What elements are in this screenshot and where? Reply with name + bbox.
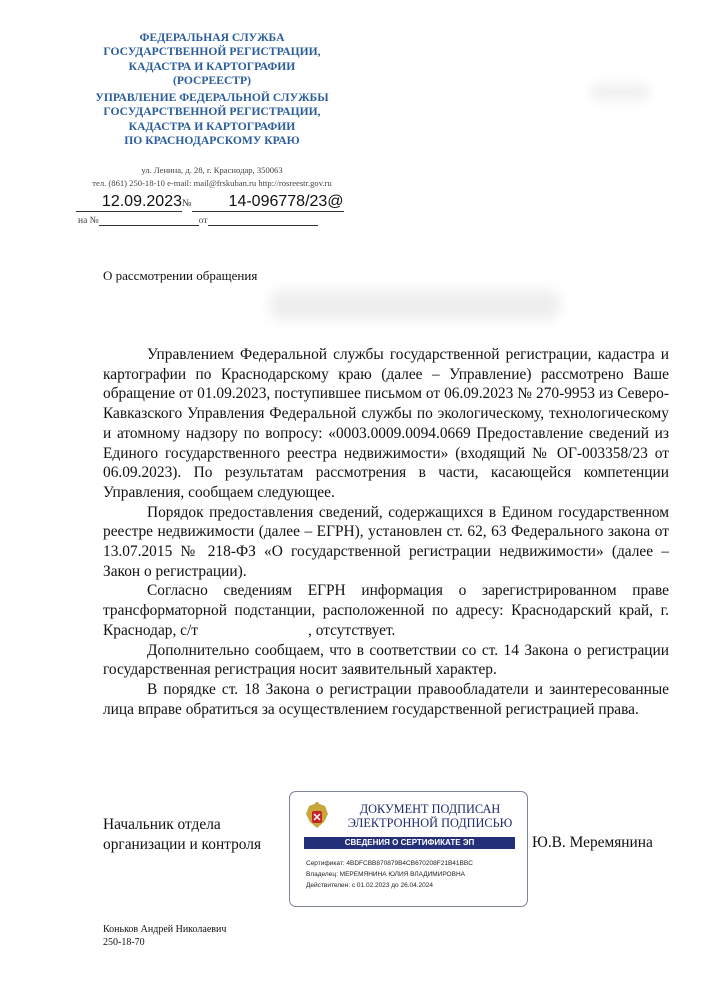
certificate-details bbox=[306, 858, 473, 891]
redaction bbox=[270, 290, 560, 320]
registration-number: 14-096778/23@ bbox=[192, 193, 344, 212]
agency-line: ГОСУДАРСТВЕННОЙ РЕГИСТРАЦИИ, bbox=[103, 45, 321, 59]
position-line: организации и контроля bbox=[103, 835, 262, 853]
agency-line: ФЕДЕРАЛЬНАЯ СЛУЖБА bbox=[139, 31, 285, 44]
executor bbox=[103, 923, 226, 949]
letter-body bbox=[103, 345, 669, 719]
paragraph-text: Согласно сведениям ЕГРН информация о зарегистрированном праве трансформаторной подстанции, расположенной по адресу: Краснодарский край, г. Краснодар, с/т bbox=[103, 582, 669, 639]
paragraph bbox=[103, 581, 669, 640]
letter-subject: О рассмотрении обращения bbox=[103, 268, 258, 283]
redaction bbox=[590, 85, 650, 99]
position-line: Начальник отдела bbox=[103, 816, 221, 833]
agency-name bbox=[62, 31, 362, 88]
certificate-validity: Действителен: с 01.02.2023 до 26.04.2024 bbox=[306, 882, 434, 889]
paragraph: В порядке ст. 18 Закона о регистрации правообладатели и заинтересованные лица вправе обратиться за осуществлением государственной регистрацией права. bbox=[103, 680, 669, 718]
ref-label: на № bbox=[78, 216, 99, 226]
paragraph: Дополнительно сообщаем, что в соответствии со ст. 14 Закона о регистрации государственная регистрация носит заявительный характер. bbox=[103, 641, 669, 679]
address: ул. Ленина, д. 28, г. Краснодар, 350063 bbox=[141, 165, 283, 175]
signer-position bbox=[103, 815, 261, 854]
number-sign: № bbox=[182, 198, 192, 209]
stamp-bar: СВЕДЕНИЯ О СЕРТИФИКАТЕ ЭП bbox=[304, 837, 515, 849]
registration-line bbox=[76, 193, 344, 212]
certificate-owner: Владелец: МЕРЕМЯНИНА ЮЛИЯ ВЛАДИМИРОВНА bbox=[306, 871, 465, 878]
executor-phone: 250-18-70 bbox=[103, 937, 145, 948]
stamp-title-line: ЭЛЕКТРОННОЙ ПОДПИСЬЮ bbox=[347, 816, 513, 830]
office-name bbox=[62, 91, 362, 148]
office-line: КАДАСТРА И КАРТОГРАФИИ bbox=[128, 119, 296, 133]
office-line: УПРАВЛЕНИЕ ФЕДЕРАЛЬНОЙ СЛУЖБЫ bbox=[95, 91, 329, 104]
paragraph: Порядок предоставления сведений, содержащихся в Едином государственном реестре недвижимости (далее – ЕГРН), установлен ст. 62, 63 Федерального закона от 13.07.2015 № 218-ФЗ «О государственной регистрации недвижимости» (далее – Закон о регистрации). bbox=[103, 503, 669, 580]
paragraph: Управлением Федеральной службы государственной регистрации, кадастра и картографии по Краснодарскому краю (далее – Управление) рассмотрено Ваше обращение от 01.09.2023, поступившее письмом от 06.09.2023 № 270-9953 из Северо-Кавказского Управления Федеральной службы по экологическому, технологическому и атомному надзору по вопросу: «0003.0009.0094.0669 Предоставление сведений из Единого государственного реестра недвижимости» (входящий № ОГ-003358/23 от 06.09.2023). По результатам рассмотрения в части, касающейся компетенции Управления, сообщаем следующее. bbox=[103, 346, 669, 501]
executor-name: Коньков Андрей Николаевич bbox=[103, 924, 227, 935]
reference-line bbox=[78, 215, 318, 226]
signer-name: Ю.В. Меремянина bbox=[532, 834, 653, 851]
e-signature-stamp bbox=[289, 791, 528, 907]
address-block bbox=[52, 164, 372, 190]
paragraph-text: , отсутствует. bbox=[308, 621, 396, 639]
certificate-id: Сертификат: 4BDFCBB870879B4CB670208F21B41BBC bbox=[306, 860, 473, 867]
office-line: ГОСУДАРСТВЕННОЙ РЕГИСТРАЦИИ, bbox=[103, 105, 321, 119]
stamp-title-line: ДОКУМЕНТ ПОДПИСАН bbox=[359, 802, 501, 816]
ref-from-label: от bbox=[198, 216, 208, 226]
contacts: тел. (861) 250-18-10 e-mail: mail@frskuban.ru http://rosreestr.gov.ru bbox=[92, 178, 332, 188]
coat-of-arms-icon bbox=[304, 800, 330, 832]
stamp-title bbox=[340, 802, 520, 830]
agency-line: КАДАСТРА И КАРТОГРАФИИ bbox=[128, 59, 296, 73]
agency-line: (РОСРЕЕСТР) bbox=[172, 73, 251, 87]
letter-date: 12.09.2023 bbox=[76, 193, 182, 212]
office-line: ПО КРАСНОДАРСКОМУ КРАЮ bbox=[124, 133, 300, 147]
